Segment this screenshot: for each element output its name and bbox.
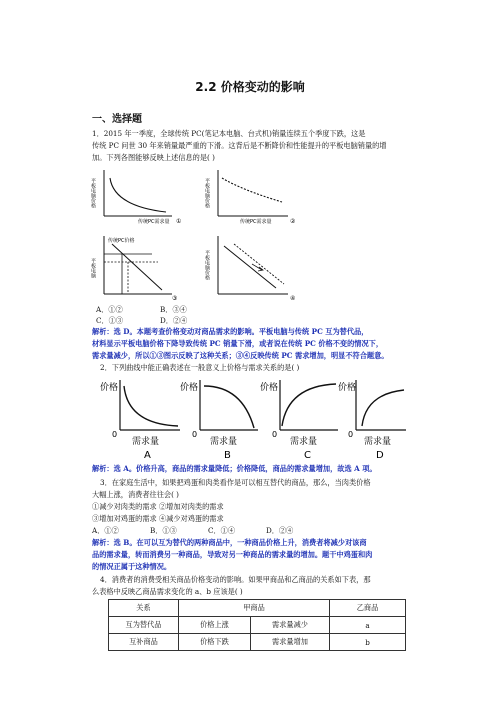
table-row — [109, 634, 406, 651]
q2-graph-d-letter: D — [376, 450, 384, 461]
q1-answer-line-2: 材料显示平板电脑价格下降导致传统 PC 销量下滑，或者说在传统 PC 价格不变的情况下， — [92, 339, 384, 348]
q2-graph-a-ylabel-1: 价格 — [100, 383, 119, 393]
table-cell: 价格上涨 — [179, 617, 251, 634]
q2-graph-c-origin: 0 — [272, 430, 278, 439]
table-cell: 互补商品 — [109, 634, 179, 651]
q2-graph-a — [100, 380, 180, 461]
q2-graph-b-origin: 0 — [192, 430, 198, 439]
q1-graph-4 — [204, 236, 295, 302]
q2-graph-d-origin: 0 — [348, 430, 354, 439]
table-cell: 价格下跌 — [179, 634, 251, 651]
q1-graph-4-ylabel: 平板电脑价格 — [204, 250, 210, 280]
q1-graph-1 — [90, 170, 181, 225]
q1-graph-2 — [204, 170, 296, 225]
q1-graphs — [92, 166, 322, 302]
q1-line-1: 1．2015 年一季度，全球传统 PC(笔记本电脑、台式机)销量连续五个季度下跌，这是 — [92, 129, 366, 138]
table-cell: 互为替代品 — [109, 617, 179, 634]
q2-graph-a-letter: A — [144, 450, 151, 461]
q2-graph-c-ylabel: 价格 — [260, 383, 279, 393]
q3-item-1: ①减少对肉类的需求 ②增加对肉类的需求 — [92, 502, 224, 511]
q2-graph-a-xlabel: 需求量 — [132, 437, 160, 447]
q2-graph-c — [260, 380, 338, 461]
q3-option-c: C．①④ — [208, 526, 236, 535]
q1-graph-2-number: ② — [290, 218, 296, 225]
q1-graph-1-number: ① — [176, 218, 182, 225]
q1-graph-4-number: ④ — [290, 295, 296, 302]
q2-graph-a-origin: 0 — [112, 430, 118, 439]
table-header-cell: 甲商品 — [179, 600, 330, 617]
q3-item-2: ③增加对鸡蛋的需求 ④减少对鸡蛋的需求 — [92, 514, 224, 523]
q3-answer-line-2: 品的需求量，转而消费另一种商品，导致对另一种商品的需求量的增加。题干中鸡蛋和肉 — [92, 550, 373, 559]
q1-graph-3-ylabel-1: 传统PC价格 — [108, 238, 135, 244]
q1-graph-2-curve — [222, 178, 282, 202]
q1-option-a: A．①② — [96, 305, 123, 314]
q2-graph-b-ylabel: 价格 — [180, 383, 199, 393]
table-cell: b — [330, 634, 406, 651]
q1-line-2: 传统 PC 问世 30 年来销量最严重的下滑。这背后是不断降价和性能提升的平板电脑销量的增 — [92, 141, 387, 150]
q1-option-c: C．①③ — [96, 316, 124, 325]
table-header-cell: 关系 — [109, 600, 179, 617]
q1-answer-line-1: 解析：选 D。本题考查价格变动对商品需求的影响。平板电脑与传统 PC 互为替代品， — [92, 327, 369, 336]
table-cell: 需求量减少 — [251, 617, 330, 634]
q1-graph-1-curve — [110, 178, 166, 212]
q2-graph-d-xlabel: 需求量 — [364, 437, 392, 447]
q2-graph-d-ylabel: 价格 — [338, 383, 357, 393]
q1-graph-3-ylabel-2: 平板电脑 — [90, 258, 96, 278]
q2-graph-c-xlabel: 需求量 — [290, 437, 318, 447]
q1-option-d: D．②④ — [160, 316, 188, 325]
q4-line-1: 4．消费者的消费受相关商品价格变动的影响。如果甲商品和乙商品的关系如下表，那 — [100, 575, 371, 584]
table-row — [109, 617, 406, 634]
table-header-cell: 乙商品 — [330, 600, 406, 617]
q1-graph-3-number: ③ — [172, 295, 178, 302]
q3-answer-line-1: 解析：选 B。在可以互为替代的两种商品中，一种商品价格上升，消费者将减少对该商 — [92, 538, 367, 547]
section-heading: 一、选择题 — [92, 114, 142, 125]
q2-line: 2．下列曲线中能正确表述在一般意义上价格与需求关系的是( ) — [100, 363, 300, 372]
q2-graphs — [92, 376, 408, 460]
q2-answer: 解析：选 A。价格升高，商品的需求量降低；价格降低，商品的需求量增加，故选 A 项。 — [92, 464, 377, 473]
q3-option-d: D．②④ — [266, 526, 294, 535]
q1-graph-1-ylabel: 平板电脑价格 — [90, 178, 96, 208]
q3-option-b: B．①③ — [150, 526, 177, 535]
q1-graph-2-xlabel: 传统PC需求量 — [240, 219, 272, 225]
q3-option-a: A．①② — [92, 526, 119, 535]
q1-graph-2-ylabel: 平板电脑价格 — [204, 178, 210, 208]
q2-graph-b-xlabel: 需求量 — [210, 437, 238, 447]
q3-answer-line-3: 的情况正属于这种情况。 — [92, 562, 172, 571]
table-cell: 需求量增加 — [251, 634, 330, 651]
q1-option-b: B．③④ — [160, 305, 187, 314]
q3-line-1: 3．在家庭生活中，如果把鸡蛋和肉类看作是可以相互替代的商品，那么，当肉类价格 — [100, 478, 371, 487]
q1-graph-1-xlabel: 传统PC需求量 — [138, 219, 170, 225]
q2-graph-b — [180, 380, 258, 461]
table-cell: a — [330, 617, 406, 634]
q4-relation-table — [108, 599, 406, 651]
q3-line-2: 大幅上涨，消费者往往会( ) — [92, 490, 179, 499]
q4-line-2: 么表格中反映乙商品需求变化的 a、b 应该是( ) — [92, 587, 243, 596]
q1-line-3: 加。下列各图能够反映上述信息的是( ) — [92, 153, 215, 162]
q2-graph-c-letter: C — [304, 450, 311, 461]
page-title: 2.2 价格变动的影响 — [195, 80, 305, 94]
table-header-row — [109, 600, 406, 617]
q1-graph-3 — [90, 236, 177, 302]
q2-graph-b-letter: B — [224, 450, 231, 461]
q2-graph-d — [338, 380, 406, 461]
q1-answer-line-3: 需求量减少，所以①③图示反映了这种关系；③④反映传统 PC 需求增加，明显不符合题意。 — [92, 351, 389, 360]
